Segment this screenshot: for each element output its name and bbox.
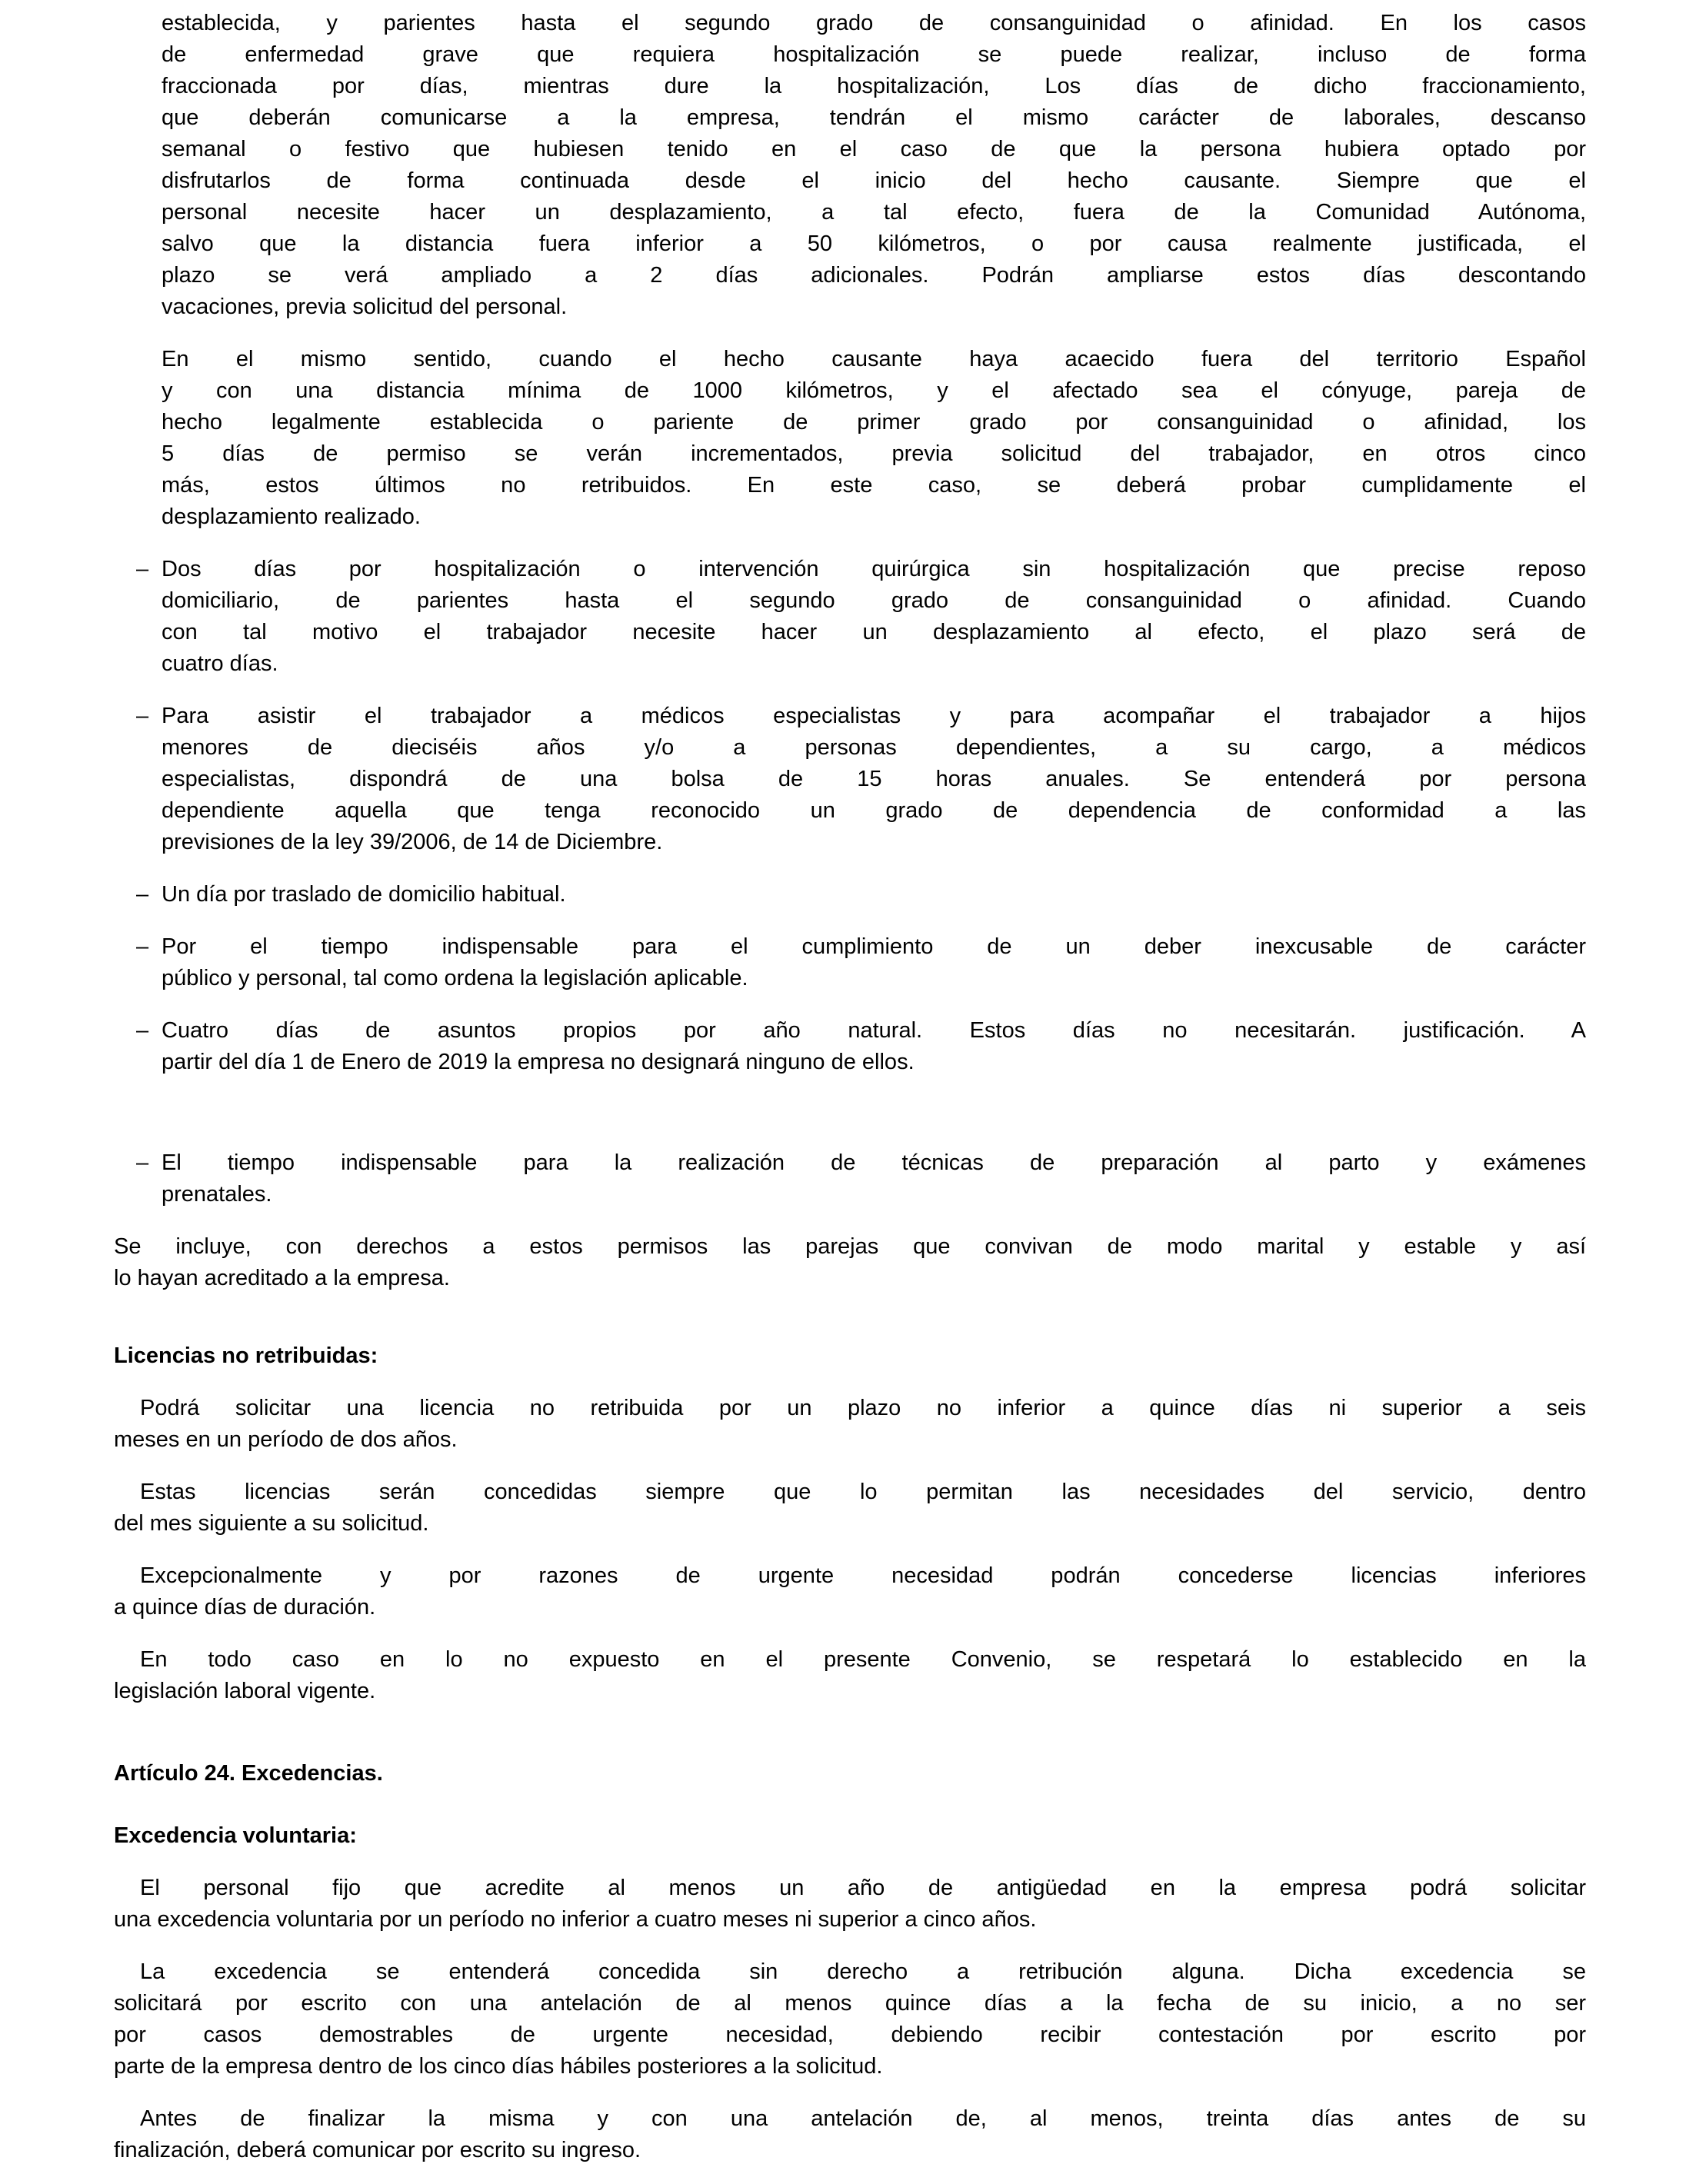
text-line: Estas licencias serán concedidas siempre que lo permitan las necesidades del servicio, dentro xyxy=(140,1480,1586,1504)
text-line: menores de dieciséis años y/o a personas dependientes, a su cargo, a médicos xyxy=(162,735,1586,760)
text-line: hecho legalmente establecida o pariente de primer grado por consanguinidad o afinidad, los xyxy=(162,410,1586,434)
text-line: solicitará por escrito con una antelación de al menos quince días a la fecha de su inicio, a no ser xyxy=(114,1991,1586,2016)
section-heading-licencias: Licencias no retribuidas: xyxy=(114,1343,378,1368)
section-heading-articulo-24: Artículo 24. Excedencias. xyxy=(114,1761,383,1786)
text-line: El tiempo indispensable para la realización de técnicas de preparación al parto y exámenes xyxy=(162,1150,1586,1175)
bullet-text xyxy=(162,1015,1586,1078)
text-line: Dos días por hospitalización o intervención quirúrgica sin hospitalización que precise reposo xyxy=(162,557,1586,581)
section-heading-excedencia-voluntaria: Excedencia voluntaria: xyxy=(114,1823,357,1848)
text-line: lo hayan acreditado a la empresa. xyxy=(114,1266,450,1290)
text-line: salvo que la distancia fuera inferior a 50 kilómetros, o por causa realmente justificada, el xyxy=(162,231,1586,256)
text-line: partir del día 1 de Enero de 2019 la empresa no designará ninguno de ellos. xyxy=(162,1050,915,1074)
text-line: previsiones de la ley 39/2006, de 14 de Diciembre. xyxy=(162,830,663,854)
bullet-dash-icon: – xyxy=(136,934,149,959)
bullet-text xyxy=(162,554,1586,680)
text-line: público y personal, tal como ordena la legislación aplicable. xyxy=(162,966,748,990)
bullet-item-traslado-domicilio xyxy=(136,879,1586,911)
bullet-text xyxy=(162,1147,1586,1210)
bullet-dash-icon: – xyxy=(136,557,149,581)
paragraph-licencias-plazo xyxy=(114,1393,1586,1456)
paragraph-licencias-legislacion xyxy=(114,1644,1586,1707)
text-line: una excedencia voluntaria por un período no inferior a cuatro meses ni superior a cinco años. xyxy=(114,1907,1037,1932)
text-line: La excedencia se entenderá concedida sin derecho a retribución alguna. Dicha excedencia se xyxy=(140,1959,1586,1984)
text-line: parte de la empresa dentro de los cinco días hábiles posteriores a la solicitud. xyxy=(114,2054,883,2079)
text-line: legislación laboral vigente. xyxy=(114,1679,376,1703)
text-line: Excepcionalmente y por razones de urgente necesidad podrán concederse licencias inferiores xyxy=(140,1563,1586,1588)
bullet-text xyxy=(162,701,1586,858)
text-line: prenatales. xyxy=(162,1182,272,1207)
bullet-dash-icon: – xyxy=(136,704,149,728)
text-line: vacaciones, previa solicitud del personal. xyxy=(162,295,568,319)
paragraph-territorio-espanol xyxy=(162,344,1586,533)
text-line: Un día por traslado de domicilio habitual. xyxy=(162,882,566,907)
bullet-item-medicos-especialistas xyxy=(136,701,1586,858)
text-line: Antes de finalizar la misma y con una antelación de, al menos, treinta días antes de su xyxy=(140,2106,1586,2131)
text-line: dependiente aquella que tenga reconocido un grado de dependencia de conformidad a las xyxy=(162,798,1586,823)
text-line: 5 días de permiso se verán incrementados, previa solicitud del trabajador, en otros cinco xyxy=(162,441,1586,466)
text-line: Por el tiempo indispensable para el cumplimiento de un deber inexcusable de carácter xyxy=(162,934,1586,959)
paragraph-licencias-concedidas xyxy=(114,1477,1586,1540)
paragraph-permisos-continuation xyxy=(162,8,1586,323)
bullet-item-hospitalizacion xyxy=(136,554,1586,680)
text-line: especialistas, dispondrá de una bolsa de 15 horas anuales. Se entenderá por persona xyxy=(162,767,1586,791)
text-line: Se incluye, con derechos a estos permisos las parejas que convivan de modo marital y estable y así xyxy=(114,1234,1586,1259)
bullet-dash-icon: – xyxy=(136,882,149,907)
bullet-dash-icon: – xyxy=(136,1150,149,1175)
text-line: establecida, y parientes hasta el segundo grado de consanguinidad o afinidad. En los casos xyxy=(162,11,1586,35)
bullet-item-preparacion-parto xyxy=(136,1147,1586,1210)
text-line: finalización, deberá comunicar por escrito su ingreso. xyxy=(114,2138,641,2162)
text-line: plazo se verá ampliado a 2 días adicionales. Podrán ampliarse estos días descontando xyxy=(162,263,1586,288)
bullet-item-asuntos-propios xyxy=(136,1015,1586,1078)
text-line: cuatro días. xyxy=(162,651,278,676)
paragraph-licencias-excepcional xyxy=(114,1560,1586,1623)
text-line: con tal motivo el trabajador necesite hacer un desplazamiento al efecto, el plazo será de xyxy=(162,620,1586,644)
text-line: a quince días de duración. xyxy=(114,1595,376,1620)
bullet-text xyxy=(162,931,1586,994)
text-line: Cuatro días de asuntos propios por año natural. Estos días no necesitarán. justificación. A xyxy=(162,1018,1586,1043)
bullet-dash-icon: – xyxy=(136,1018,149,1043)
text-line: que deberán comunicarse a la empresa, tendrán el mismo carácter de laborales, descanso xyxy=(162,105,1586,130)
text-line: En el mismo sentido, cuando el hecho causante haya acaecido fuera del territorio Español xyxy=(162,347,1586,371)
paragraph-excedencia-solicitud xyxy=(114,1873,1586,1936)
text-line: fraccionada por días, mientras dure la hospitalización, Los días de dicho fraccionamiento, xyxy=(162,74,1586,98)
text-line: por casos demostrables de urgente necesidad, debiendo recibir contestación por escrito por xyxy=(114,2023,1586,2047)
text-line: meses en un período de dos años. xyxy=(114,1427,458,1452)
bullet-text xyxy=(162,879,1586,911)
text-line: Para asistir el trabajador a médicos especialistas y para acompañar el trabajador a hijos xyxy=(162,704,1586,728)
text-line: En todo caso en lo no expuesto en el presente Convenio, se respetará lo establecido en la xyxy=(140,1647,1586,1672)
text-line: disfrutarlos de forma continuada desde el inicio del hecho causante. Siempre que el xyxy=(162,168,1586,193)
text-line: domiciliario, de parientes hasta el segundo grado de consanguinidad o afinidad. Cuando xyxy=(162,588,1586,613)
bullet-item-deber-inexcusable xyxy=(136,931,1586,994)
text-line: personal necesite hacer un desplazamiento, a tal efecto, fuera de la Comunidad Autónoma, xyxy=(162,200,1586,225)
text-line: semanal o festivo que hubiesen tenido en el caso de que la persona hubiera optado por xyxy=(162,137,1586,161)
paragraph-excedencia-finalizar xyxy=(114,2103,1586,2166)
text-line: del mes siguiente a su solicitud. xyxy=(114,1511,429,1536)
text-line: desplazamiento realizado. xyxy=(162,504,421,529)
text-line: Podrá solicitar una licencia no retribuida por un plazo no inferior a quince días ni superior a seis xyxy=(140,1396,1586,1420)
text-line: y con una distancia mínima de 1000 kilómetros, y el afectado sea el cónyuge, pareja de xyxy=(162,378,1586,403)
text-line: El personal fijo que acredite al menos un año de antigüedad en la empresa podrá solicitar xyxy=(140,1876,1586,1900)
text-line: más, estos últimos no retribuidos. En este caso, se deberá probar cumplidamente el xyxy=(162,473,1586,498)
paragraph-se-incluye xyxy=(114,1231,1586,1294)
text-line: de enfermedad grave que requiera hospitalización se puede realizar, incluso de forma xyxy=(162,42,1586,67)
paragraph-excedencia-concedida xyxy=(114,1956,1586,2082)
